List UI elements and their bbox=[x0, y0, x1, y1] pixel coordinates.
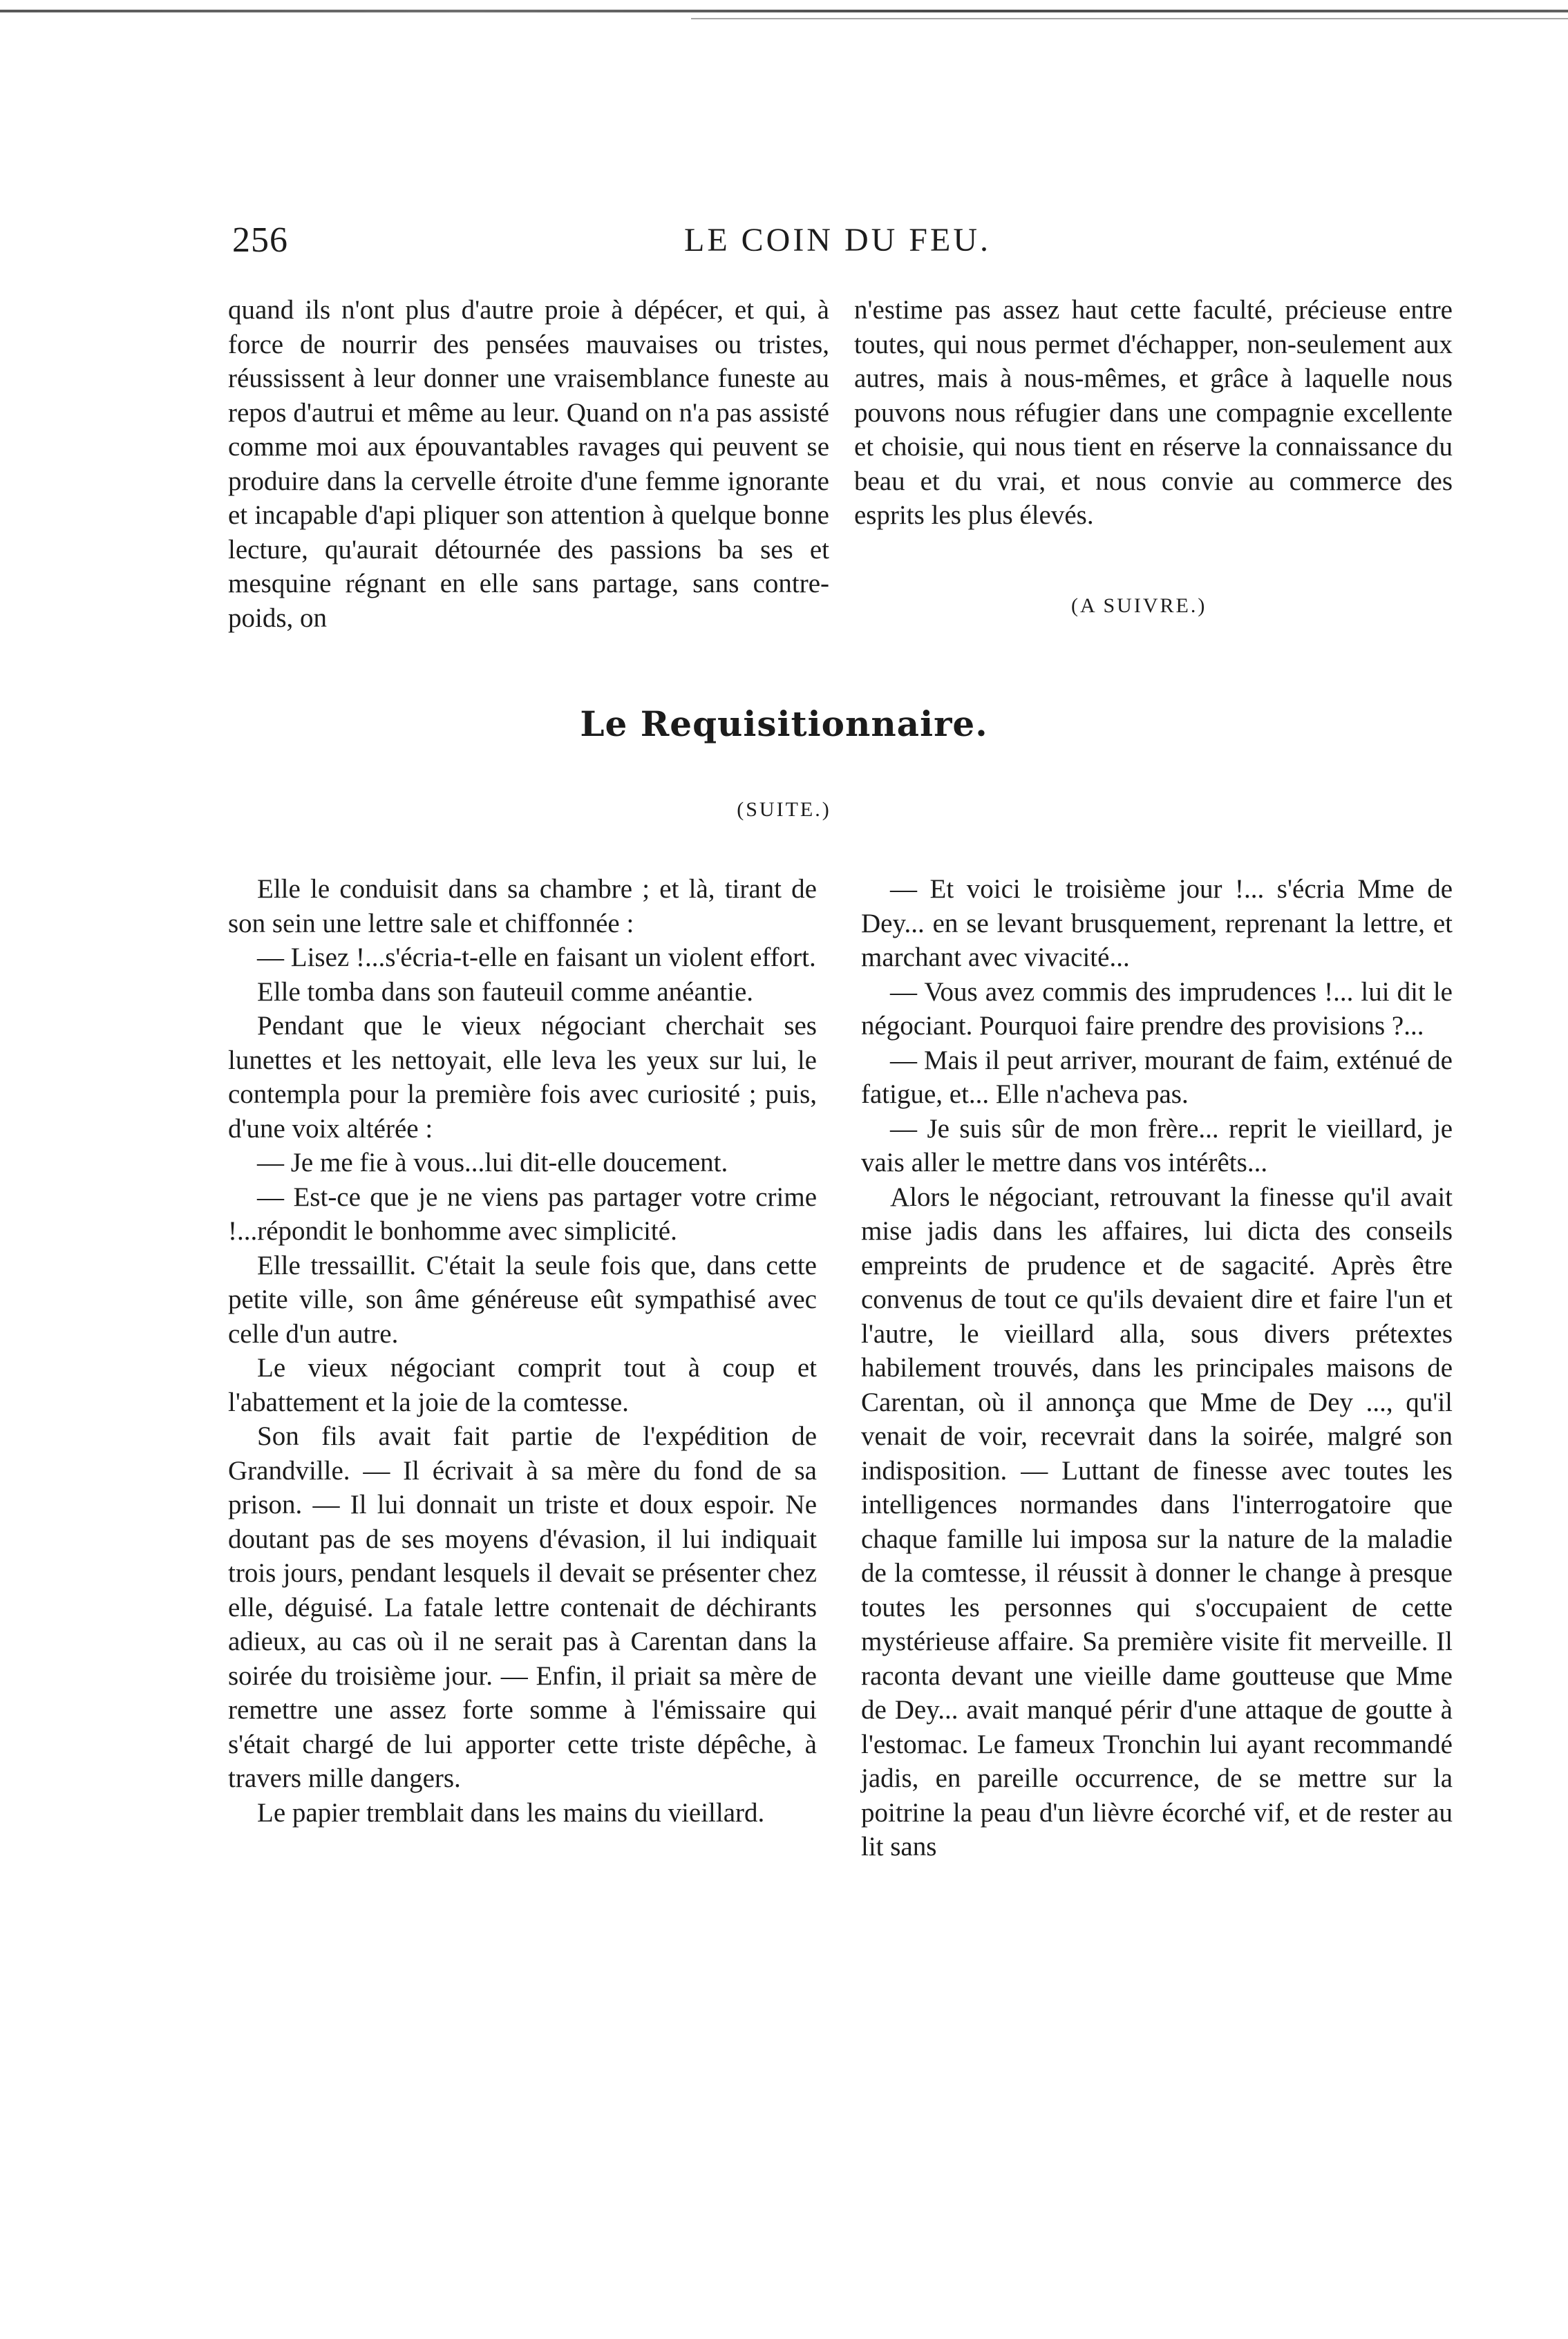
story-right-column bbox=[861, 872, 1453, 1864]
paragraph: Elle tomba dans son fauteuil comme anéantie. bbox=[257, 976, 754, 1007]
story-subtitle: (SUITE.) bbox=[737, 798, 831, 821]
paragraph: Elle tressaillit. C'était la seule fois que, dans cette petite ville, son âme généreuse eût sympathisé avec celle d'un autre. bbox=[228, 1250, 817, 1349]
paragraph: quand ils n'ont plus d'autre proie à dépécer, et qui, à force de nourrir des pensées mauvaises ou tristes, réussissent à leur donner une vraisemblance funeste au repos d'autrui et même au leur. Quand on n'a pas assisté comme moi aux épouvantables ravages qui peuvent se produire dans la cervelle étroite d'une femme ignorante et incapable d'api pliquer son attention à quelque bonne lecture, qu'aurait détournée des passions ba ses et mesquine régnant en elle sans partage, sans contre-poids, on bbox=[228, 295, 829, 633]
paragraph: Alors le négociant, retrouvant la finesse qu'il avait mise jadis dans les affaires, lui dicta des conseils empreints de prudence et de sagacité. Après être convenus de tout ce qu'ils devaient dire et faire l'un et l'autre, le vieillard alla, sous divers prétextes habilement trouvés, dans les principales maisons de Carentan, où il annonça que Mme de Dey ..., qu'il venait de voir, recevrait dans la soirée, malgré son indisposition. — Luttant de finesse avec toutes les intelligences normandes dans l'interrogatoire que chaque famille lui imposa sur la nature de la maladie de la comtesse, il réussit à donner le change à presque toutes les personnes qui s'occupaient de cette mystérieuse affaire. Sa première visite fit merveille. Il raconta devant une vieille dame goutteuse que Mme de Dey... avait manqué périr d'une attaque de goutte à l'estomac. Le fameux Tronchin lui ayant recommandé jadis, en pareille occurrence, de se mettre sur la poitrine la peau d'un lièvre écorché vif, et de rester au lit sans bbox=[861, 1182, 1453, 1862]
paragraph: Elle le conduisit dans sa chambre ; et là, tirant de son sein une lettre sale et chiffonnée : bbox=[228, 874, 817, 938]
paragraph: — Je suis sûr de mon frère... reprit le vieillard, je vais aller le mettre dans vos intérêts... bbox=[861, 1113, 1453, 1177]
page-number: 256 bbox=[232, 220, 288, 260]
story-title: Le Requisitionnaire. bbox=[580, 703, 988, 744]
paragraph: — Je me fie à vous...lui dit-elle doucement. bbox=[257, 1148, 728, 1177]
paragraph: — Vous avez commis des imprudences !... lui dit le négociant. Pourquoi faire prendre des provisions ?... bbox=[861, 976, 1453, 1041]
paragraph: Le papier tremblait dans les mains du vieillard. bbox=[257, 1797, 765, 1828]
previous-article-right-column bbox=[854, 293, 1453, 533]
paragraph: n'estime pas assez haut cette faculté, précieuse entre toutes, qui nous permet d'échapper, non-seulement aux autres, mais à nous-mêmes, et grâce à laquelle nous pouvons nous réfugier dans une compagnie excellente et choisie, qui nous tient en réserve la connaissance du beau et du vrai, et nous convie au commerce des esprits les plus élevés. bbox=[854, 295, 1453, 530]
story-left-column bbox=[228, 872, 817, 1830]
paragraph: — Est-ce que je ne viens pas partager votre crime !...répondit le bonhomme avec simplicité. bbox=[228, 1182, 817, 1246]
previous-article-left-column bbox=[228, 293, 829, 635]
paragraph: — Mais il peut arriver, mourant de faim, exténué de fatigue, et... Elle n'acheva pas. bbox=[861, 1045, 1453, 1109]
running-title: LE COIN DU FEU. bbox=[684, 222, 991, 258]
page-edge-rule bbox=[0, 10, 1568, 12]
paragraph: Le vieux négociant comprit tout à coup et l'abattement et la joie de la comtesse. bbox=[228, 1353, 817, 1417]
paragraph: — Lisez !...s'écria-t-elle en faisant un violent effort. bbox=[257, 943, 816, 972]
paragraph: — Et voici le troisième jour !... s'écria Mme de Dey... en se levant brusquement, reprenant la lettre, et marchant avec vivacité... bbox=[861, 874, 1453, 972]
page-edge-rule-secondary bbox=[691, 18, 1568, 19]
continuation-note: (A SUIVRE.) bbox=[1071, 594, 1207, 617]
paragraph: Son fils avait fait partie de l'expédition de Grandville. — Il écrivait à sa mère du fond de sa prison. — Il lui donnait un triste et doux espoir. Ne doutant pas de ses moyens d'évasion, il lui indiquait trois jours, pendant lesquels il devait se présenter chez elle, déguisé. La fatale lettre contenait de déchirants adieux, au cas où il ne serait pas à Carentan dans la soirée du troisième jour. — Enfin, il priait sa mère de remettre une assez forte somme à l'émissaire qui s'était chargé de lui apporter cette triste dépêche, à travers mille dangers. bbox=[228, 1421, 817, 1793]
paragraph: Pendant que le vieux négociant cherchait ses lunettes et les nettoyait, elle leva les yeux sur lui, le contempla pour la première fois avec curiosité ; puis, d'une voix altérée : bbox=[228, 1011, 817, 1144]
